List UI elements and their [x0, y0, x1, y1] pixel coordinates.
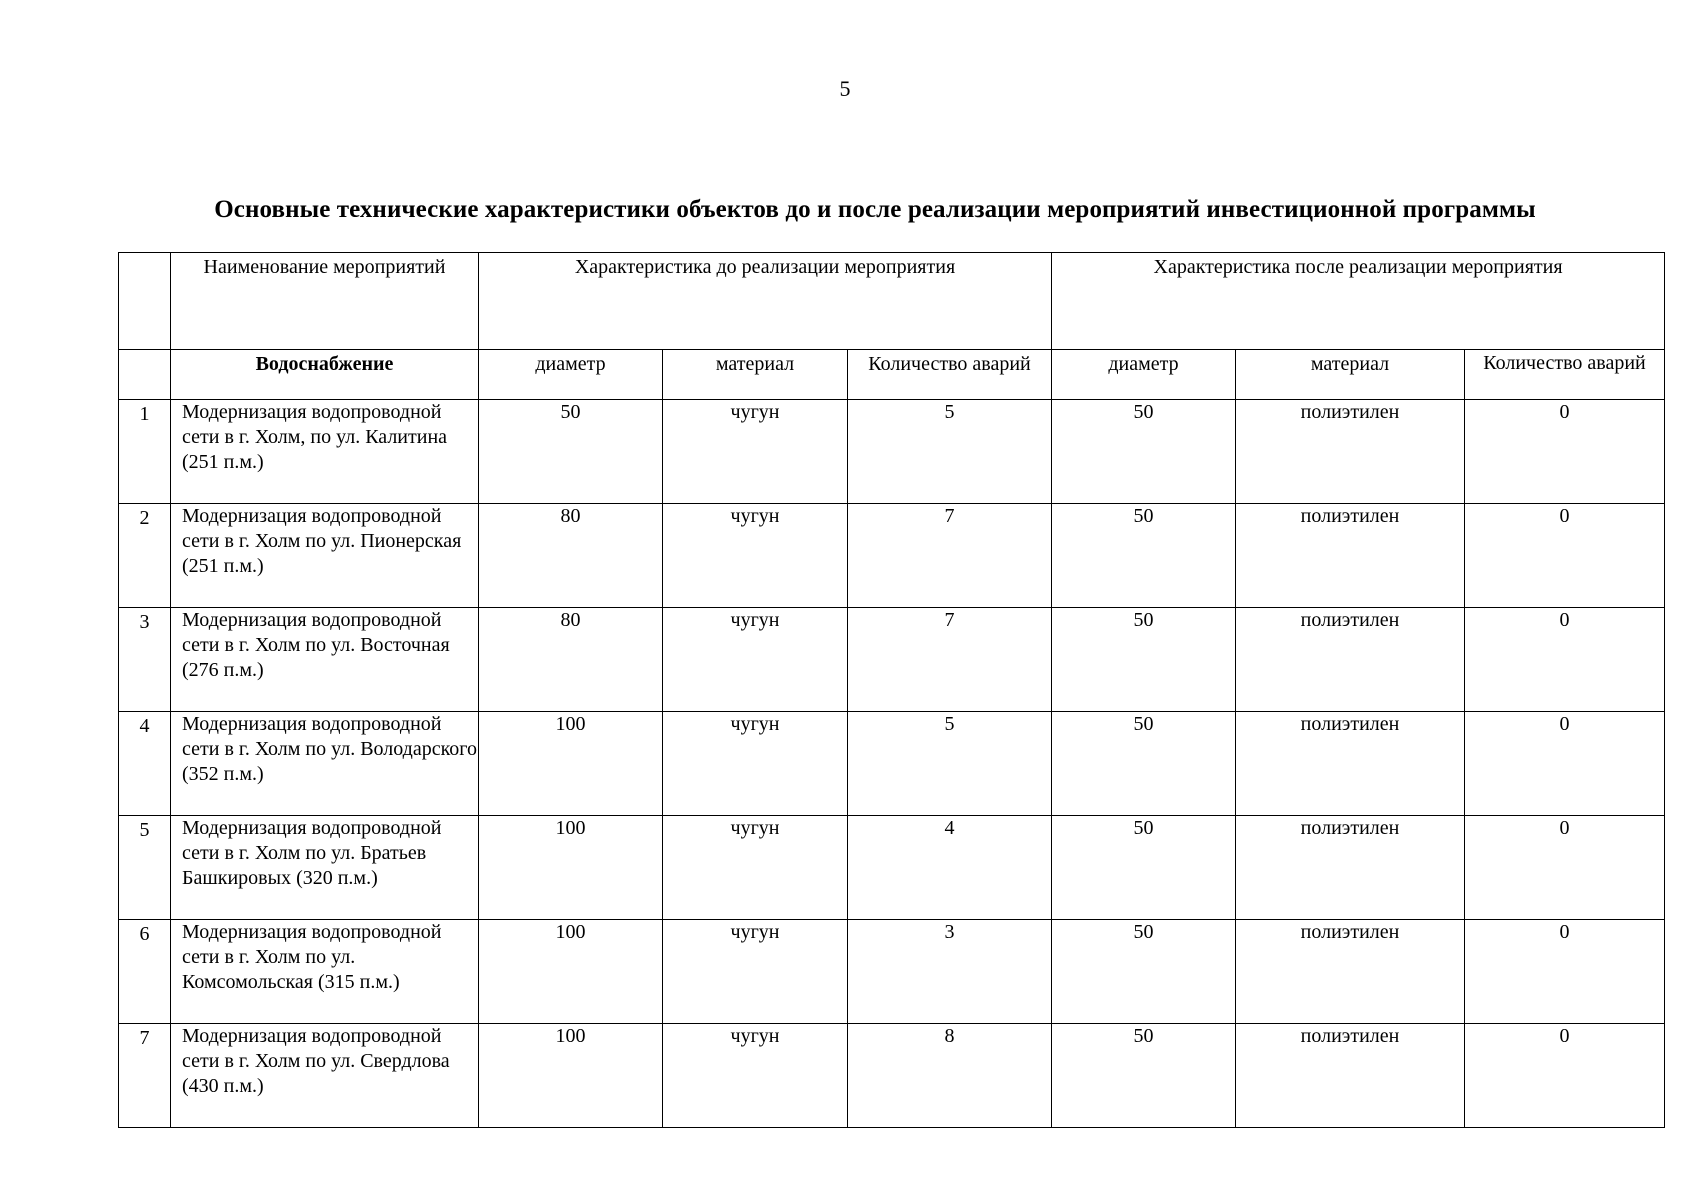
page-number: 5 [839, 76, 851, 101]
subheader-before-accidents: Количество аварий [848, 350, 1052, 400]
row-number-cell: 1 [119, 400, 171, 504]
row-name-cell: Модернизация водопроводной сети в г. Холм по ул. Братьев Башкировых (320 п.м.) [171, 816, 479, 920]
row-diameter-after-cell: 50 [1052, 504, 1236, 608]
row-number-cell: 6 [119, 920, 171, 1024]
subheader-num-cell [119, 350, 171, 400]
row-material-before-cell: чугун [663, 400, 848, 504]
row-material-after-cell: полиэтилен [1236, 1024, 1465, 1128]
row-accidents-before-cell: 7 [848, 504, 1052, 608]
row-number-cell: 5 [119, 816, 171, 920]
row-material-before-cell: чугун [663, 504, 848, 608]
subheader-after-accidents: Количество аварий [1465, 350, 1665, 400]
row-diameter-before-cell: 80 [479, 608, 663, 712]
row-number-cell: 7 [119, 1024, 171, 1128]
row-diameter-before-cell: 100 [479, 816, 663, 920]
row-diameter-before-cell: 100 [479, 1024, 663, 1128]
row-name-cell: Модернизация водопроводной сети в г. Холм по ул. Пионерская (251 п.м.) [171, 504, 479, 608]
subheader-section-cell [171, 350, 479, 400]
header-after-cell [1052, 253, 1665, 350]
row-material-before-cell: чугун [663, 816, 848, 920]
row-name-cell: Модернизация водопроводной сети в г. Холм по ул. Свердлова (430 п.м.) [171, 1024, 479, 1128]
row-diameter-before-cell: 100 [479, 920, 663, 1024]
subheader-after-material: материал [1236, 350, 1465, 400]
row-accidents-after-cell: 0 [1465, 504, 1665, 608]
row-diameter-after-cell: 50 [1052, 920, 1236, 1024]
table-row [119, 712, 1665, 816]
row-material-before-cell: чугун [663, 920, 848, 1024]
row-diameter-before-cell: 50 [479, 400, 663, 504]
section-label: Водоснабжение [255, 353, 394, 375]
row-material-before-cell: чугун [663, 608, 848, 712]
table-row [119, 1024, 1665, 1128]
document-title: Основные технические характеристики объектов до и после реализации мероприятий инвестиционной программы [214, 196, 1536, 223]
row-material-after-cell: полиэтилен [1236, 816, 1465, 920]
header-after-label: Характеристика после реализации мероприятия [1153, 256, 1563, 278]
row-diameter-after-cell: 50 [1052, 816, 1236, 920]
row-diameter-after-cell: 50 [1052, 1024, 1236, 1128]
row-diameter-after-cell: 50 [1052, 400, 1236, 504]
row-diameter-after-cell: 50 [1052, 712, 1236, 816]
subheader-after-diameter: диаметр [1052, 350, 1236, 400]
row-name-cell: Модернизация водопроводной сети в г. Холм по ул. Комсомольская (315 п.м.) [171, 920, 479, 1024]
row-material-after-cell: полиэтилен [1236, 608, 1465, 712]
header-num-cell [119, 253, 171, 350]
row-number-cell: 4 [119, 712, 171, 816]
row-material-after-cell: полиэтилен [1236, 400, 1465, 504]
row-name-cell: Модернизация водопроводной сети в г. Холм по ул. Восточная (276 п.м.) [171, 608, 479, 712]
row-accidents-after-cell: 0 [1465, 816, 1665, 920]
header-row-2 [119, 350, 1665, 400]
row-number-cell: 2 [119, 504, 171, 608]
row-accidents-after-cell: 0 [1465, 608, 1665, 712]
row-accidents-before-cell: 5 [848, 400, 1052, 504]
row-accidents-before-cell: 4 [848, 816, 1052, 920]
table-row [119, 920, 1665, 1024]
row-material-before-cell: чугун [663, 712, 848, 816]
header-row-1 [119, 253, 1665, 350]
row-accidents-after-cell: 0 [1465, 1024, 1665, 1128]
header-before-cell [479, 253, 1052, 350]
row-material-after-cell: полиэтилен [1236, 712, 1465, 816]
table-row [119, 504, 1665, 608]
header-name-label: Наименование мероприятий [203, 256, 446, 278]
row-accidents-before-cell: 7 [848, 608, 1052, 712]
row-accidents-before-cell: 5 [848, 712, 1052, 816]
subheader-before-diameter: диаметр [479, 350, 663, 400]
row-diameter-before-cell: 100 [479, 712, 663, 816]
row-accidents-after-cell: 0 [1465, 400, 1665, 504]
table-row [119, 400, 1665, 504]
characteristics-table [118, 252, 1665, 1128]
row-number-cell: 3 [119, 608, 171, 712]
row-accidents-after-cell: 0 [1465, 920, 1665, 1024]
row-material-after-cell: полиэтилен [1236, 504, 1465, 608]
row-name-cell: Модернизация водопроводной сети в г. Холм по ул. Володарского (352 п.м.) [171, 712, 479, 816]
table-row [119, 816, 1665, 920]
row-accidents-before-cell: 8 [848, 1024, 1052, 1128]
header-before-label: Характеристика до реализации мероприятия [574, 256, 956, 278]
header-name-cell [171, 253, 479, 350]
row-diameter-after-cell: 50 [1052, 608, 1236, 712]
subheader-before-material: материал [663, 350, 848, 400]
row-name-cell: Модернизация водопроводной сети в г. Холм, по ул. Калитина (251 п.м.) [171, 400, 479, 504]
row-accidents-after-cell: 0 [1465, 712, 1665, 816]
row-accidents-before-cell: 3 [848, 920, 1052, 1024]
table-row [119, 608, 1665, 712]
row-diameter-before-cell: 80 [479, 504, 663, 608]
row-material-before-cell: чугун [663, 1024, 848, 1128]
row-material-after-cell: полиэтилен [1236, 920, 1465, 1024]
